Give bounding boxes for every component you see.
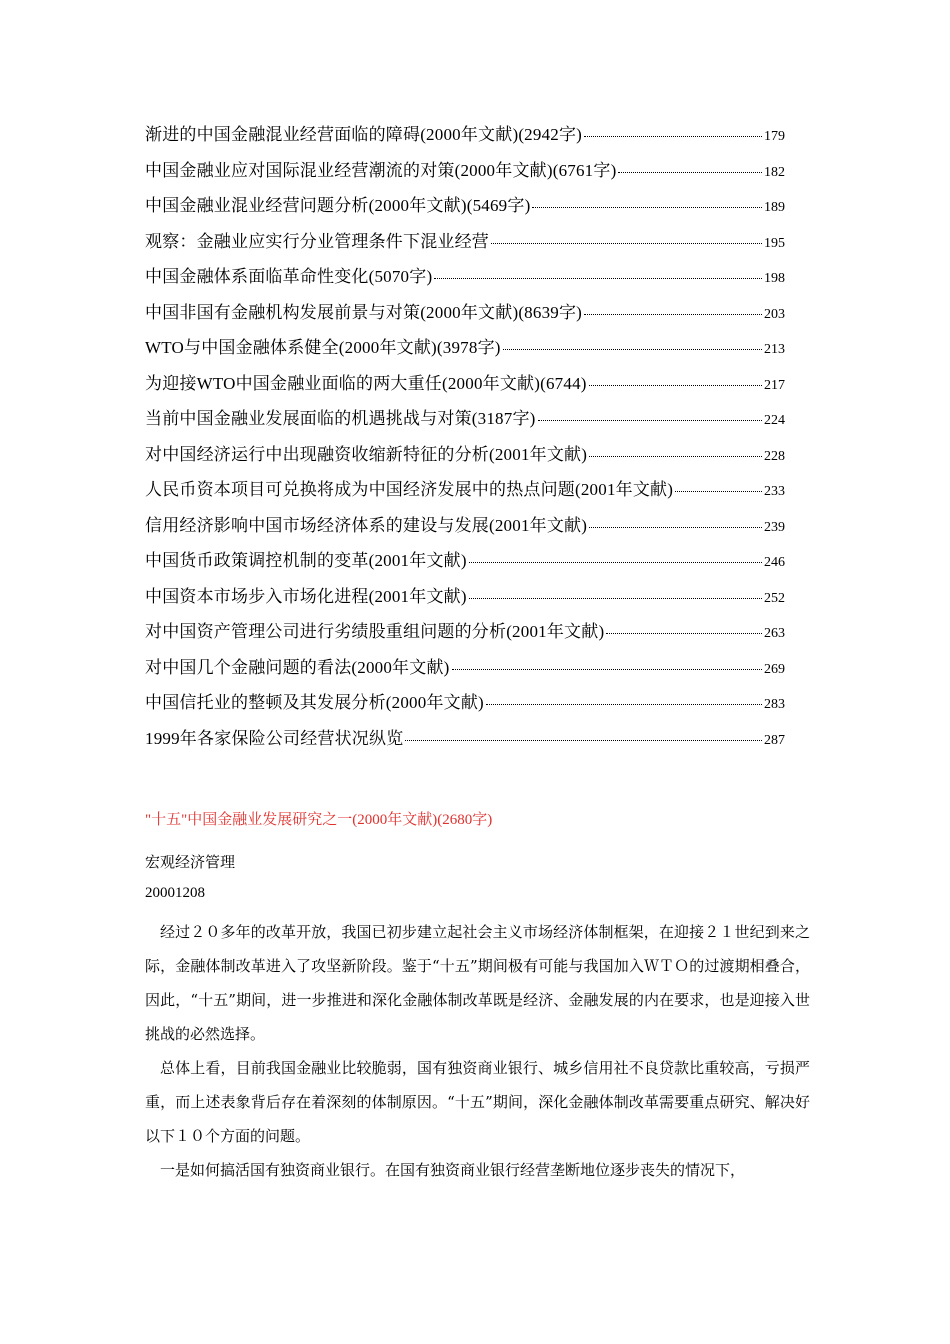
toc-entry-page: 228 [764,448,785,464]
toc-dot-leader [469,598,762,599]
toc-dot-leader [469,562,762,563]
toc-dot-leader [434,278,762,279]
toc-entry-page: 224 [764,413,785,428]
toc-entry[interactable] [145,653,785,689]
toc-dot-leader [405,740,762,741]
toc-entry-title: 当前中国金融业发展面临的机遇挑战与对策(3187字) [145,409,536,428]
toc-entry[interactable] [145,404,785,440]
toc-entry-page: 179 [764,129,785,144]
toc-entry-title: 中国金融体系面临革命性变化(5070字) [145,267,433,286]
body-paragraph: 一是如何搞活国有独资商业银行。在国有独资商业银行经营垄断地位逐步丧失的情况下， [160,1161,746,1179]
toc-entry-title: 中国非国有金融机构发展前景与对策(2000年文献)(8639字) [145,302,583,322]
toc-entry-page: 195 [764,235,785,251]
toc-dot-leader [589,456,762,457]
toc-dot-leader [452,669,762,670]
toc-entry-title: 对中国经济运行中出现融资收缩新特征的分析(2001年文献) [145,444,588,464]
toc-dot-leader [675,491,762,492]
toc-entry[interactable] [145,227,785,263]
toc-dot-leader [606,633,762,634]
toc-entry[interactable] [145,511,785,547]
toc-dot-leader [486,704,762,705]
toc-entry-title: 中国金融业混业经营问题分析(2000年文献)(5469字) [145,196,531,215]
toc-entry[interactable] [145,582,785,618]
toc-entry[interactable] [145,688,785,724]
toc-entry-title: 对中国资产管理公司进行劣绩股重组问题的分析(2001年文献) [145,622,605,641]
toc-entry-page: 239 [764,519,785,535]
toc-entry-title: 观察：金融业应实行分业管理条件下混业经营 [145,231,489,251]
toc-dot-leader [491,243,762,244]
article-body [145,915,810,1187]
toc-entry[interactable] [145,475,785,511]
toc-dot-leader [589,527,762,528]
toc-entry-page: 283 [764,697,785,712]
body-paragraph: 经过２０多年的改革开放，我国已初步建立起社会主义市场经济体制框架，在迎接２１世纪到来之际，金融体制改革进入了攻坚新阶段。鉴于“十五”期间极有可能与我国加入ＷＴＯ的过渡期相叠合，因此，“十五”期间，进一步推进和深化金融体制改革既是经济、金融发展的内在要求，也是迎接入世挑战的必然选择。 [145,923,810,1043]
article-date: 20001208 [145,885,205,901]
toc-entry-title: 中国信托业的整顿及其发展分析(2000年文献) [145,693,484,712]
toc-entry-title: 对中国几个金融问题的看法(2000年文献) [145,657,450,677]
toc-entry-title: 1999年各家保险公司经营状况纵览 [145,728,404,748]
toc-entry-page: 203 [764,306,785,322]
toc-entry-title: 渐进的中国金融混业经营面临的障碍(2000年文献)(2942字) [145,125,583,144]
toc-entry-page: 269 [764,661,785,677]
toc-entry[interactable] [145,262,785,298]
toc-entry-page: 217 [764,377,785,393]
toc-entry-page: 252 [764,590,785,606]
toc-entry-title: 人民币资本项目可兑换将成为中国经济发展中的热点问题(2001年文献) [145,480,674,499]
toc-entry[interactable] [145,724,785,760]
table-of-contents [145,120,785,759]
toc-entry-title: 中国资本市场步入市场化进程(2001年文献) [145,586,467,606]
toc-entry-page: 213 [764,342,785,357]
toc-dot-leader [503,349,762,350]
toc-entry[interactable] [145,369,785,405]
toc-entry-page: 246 [764,555,785,570]
toc-entry-title: 中国金融业应对国际混业经营潮流的对策(2000年文献)(6761字) [145,160,617,180]
toc-dot-leader [532,207,762,208]
toc-entry-page: 198 [764,271,785,286]
toc-entry-title: 为迎接WTO中国金融业面临的两大重任(2000年文献)(6744) [145,373,587,393]
article-title: "十五"中国金融业发展研究之一(2000年文献)(2680字) [145,812,493,828]
toc-entry-page: 182 [764,164,785,180]
toc-entry-title: 信用经济影响中国市场经济体系的建设与发展(2001年文献) [145,515,588,535]
toc-entry-page: 189 [764,200,785,215]
toc-entry-title: WTO与中国金融体系健全(2000年文献)(3978字) [145,338,501,357]
toc-entry[interactable] [145,298,785,334]
toc-entry[interactable] [145,333,785,369]
toc-dot-leader [618,172,762,173]
toc-entry-page: 233 [764,484,785,499]
toc-dot-leader [584,314,762,315]
toc-dot-leader [589,385,762,386]
toc-entry[interactable] [145,191,785,227]
toc-dot-leader [538,420,762,421]
toc-entry-page: 287 [764,732,785,748]
toc-entry-page: 263 [764,626,785,641]
toc-entry[interactable] [145,120,785,156]
toc-entry-title: 中国货币政策调控机制的变革(2001年文献) [145,551,467,570]
toc-entry[interactable] [145,156,785,192]
article-category: 宏观经济管理 [145,855,236,871]
toc-entry[interactable] [145,440,785,476]
body-paragraph: 总体上看，目前我国金融业比较脆弱，国有独资商业银行、城乡信用社不良贷款比重较高，亏损严重，而上述表象背后存在着深刻的体制原因。“十五”期间，深化金融体制改革需要重点研究、解决好以下１０个方面的问题。 [145,1059,810,1145]
toc-dot-leader [584,136,762,137]
toc-entry[interactable] [145,546,785,582]
toc-entry[interactable] [145,617,785,653]
